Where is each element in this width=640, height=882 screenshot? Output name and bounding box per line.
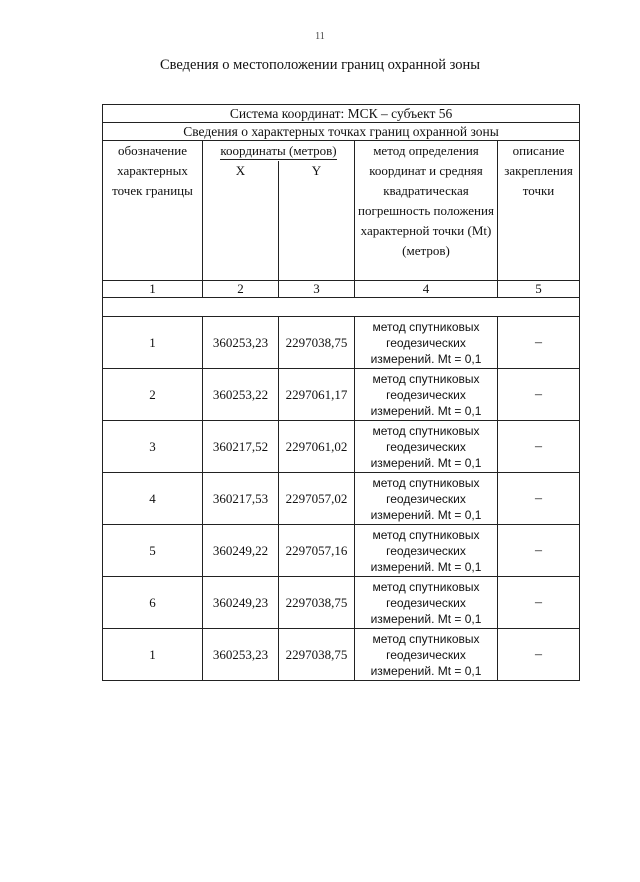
coordinate-system-cell: Система координат: МСК – субъект 56 [103,105,580,123]
coordinate-x: 360249,22 [203,525,279,577]
fixing-description: – [498,525,580,577]
coordinate-y: 2297038,75 [279,317,355,369]
fixing-description: – [498,421,580,473]
table-row [103,317,580,369]
section-title-cell: Сведения о характерных точках границ охранной зоны [103,123,580,141]
coordinate-x: 360253,23 [203,629,279,681]
column-number: 5 [498,281,580,298]
point-designation: 1 [103,629,203,681]
coordinate-y: 2297038,75 [279,577,355,629]
method-description: метод спутниковых геодезических измерений. Mt = 0,1 [355,525,498,577]
column-number: 2 [203,281,279,298]
point-designation: 2 [103,369,203,421]
page-number: 11 [315,31,325,42]
point-designation: 4 [103,473,203,525]
coordinate-x: 360249,23 [203,577,279,629]
method-description: метод спутниковых геодезических измерений. Mt = 0,1 [355,317,498,369]
method-description: метод спутниковых геодезических измерений. Mt = 0,1 [355,629,498,681]
header-coordinates-label: координаты (метров) [220,143,337,158]
separator-row [103,298,580,317]
fixing-description: – [498,317,580,369]
point-designation: 3 [103,421,203,473]
method-description: метод спутниковых геодезических измерений. Mt = 0,1 [355,577,498,629]
coordinate-x: 360253,22 [203,369,279,421]
column-number: 4 [355,281,498,298]
column-number: 3 [279,281,355,298]
coordinate-y: 2297061,17 [279,369,355,421]
table-row [103,629,580,681]
column-number: 1 [103,281,203,298]
header-designation: обозначение характерных точек границы [103,141,203,281]
method-description: метод спутниковых геодезических измерений. Mt = 0,1 [355,473,498,525]
table-row [103,421,580,473]
table-row [103,577,580,629]
method-description: метод спутниковых геодезических измерений. Mt = 0,1 [355,421,498,473]
point-designation: 1 [103,317,203,369]
fixing-description: – [498,473,580,525]
coordinate-y: 2297061,02 [279,421,355,473]
document-title: Сведения о местоположении границ охранной зоны [159,57,480,73]
header-fixing: описание закрепления точки [498,141,580,281]
header-coordinates [203,141,355,162]
table-row [103,473,580,525]
coordinate-x: 360253,23 [203,317,279,369]
fixing-description: – [498,369,580,421]
header-method: метод определения координат и средняя квадратическая погрешность положения характерной точки (Mt) (метров) [355,141,498,281]
table-row [103,369,580,421]
header-y: Y [279,161,355,281]
coordinate-y: 2297038,75 [279,629,355,681]
boundary-points-table [102,104,580,681]
point-designation: 5 [103,525,203,577]
fixing-description: – [498,629,580,681]
point-designation: 6 [103,577,203,629]
method-description: метод спутниковых геодезических измерений. Mt = 0,1 [355,369,498,421]
table-row [103,525,580,577]
coordinate-x: 360217,52 [203,421,279,473]
coordinate-y: 2297057,16 [279,525,355,577]
header-x: X [203,161,279,281]
fixing-description: – [498,577,580,629]
coordinate-y: 2297057,02 [279,473,355,525]
coordinate-x: 360217,53 [203,473,279,525]
